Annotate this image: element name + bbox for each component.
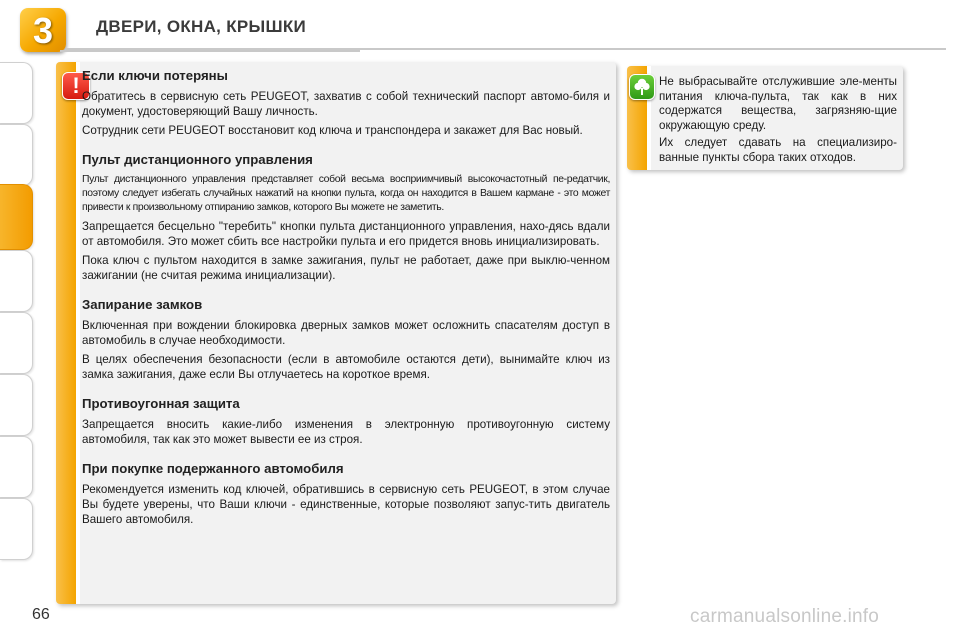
watermark: carmanualsonline.info [690, 606, 880, 627]
paragraph: Пока ключ с пультом находится в замке зажигания, пульт не работает, даже при выклю-ченном зажигании (не считая режима инициализации). [82, 254, 610, 282]
side-tab-2[interactable] [0, 124, 33, 186]
page-number: 66 [32, 606, 50, 623]
section-heading-used-car: При покупке подержанного автомобиля [82, 461, 344, 476]
section-heading-locking: Запирание замков [82, 297, 203, 312]
paragraph: Их следует сдавать на специализиро-ванные пункты сбора таких отходов. [659, 136, 897, 164]
eco-info-panel [627, 66, 903, 170]
page-title: ДВЕРИ, ОКНА, КРЫШКИ [96, 17, 307, 36]
paragraph: Запрещается бесцельно "теребить" кнопки пульта дистанционного управления, нахо-дясь вдали от автомобиля. Это может сбить все настройки пульта и его придется вновь инициализировать. [82, 220, 610, 248]
paragraph: Не выбрасывайте отслужившие эле-менты питания ключа-пульта, так как в них содержатся вещества, загрязняю-щие окружающую среду. [659, 75, 897, 132]
main-content [82, 68, 610, 531]
paragraph: Рекомендуется изменить код ключей, обратившись в сервисную сеть PEUGEOT, в этом случае Вы будете уверены, что Ваши ключи - единственные, которые позволяют запус-тить двигатель Вашего автомобиля. [82, 483, 610, 526]
side-tab-7[interactable] [0, 436, 33, 498]
panel-divider [76, 62, 80, 604]
panel-accent-strip [56, 62, 76, 604]
section-heading-remote-control: Пульт дистанционного управления [82, 152, 313, 167]
header-divider [66, 48, 946, 50]
chapter-number: 3 [32, 10, 54, 51]
warning-icon: ! [62, 72, 90, 100]
paragraph: Сотрудник сети PEUGEOT восстановит код ключа и транспондера и закажет для Вас новый. [82, 124, 583, 137]
eco-text [659, 75, 897, 168]
section-heading-anti-theft: Противоугонная защита [82, 396, 240, 411]
paragraph: Запрещается вносить какие-либо изменения в электронную противоугонную систему автомобиля, так как это может вывести ее из строя. [82, 418, 610, 446]
side-tab-5[interactable] [0, 312, 33, 374]
paragraph: Обратитесь в сервисную сеть PEUGEOT, захватив с собой технический паспорт автомо-биля и документ, удостоверяющий Вашу личность. [82, 90, 610, 118]
side-tab-4[interactable] [0, 250, 33, 312]
side-tab-3-active[interactable] [0, 184, 33, 250]
leaf-icon [629, 74, 655, 100]
side-tab-6[interactable] [0, 374, 33, 436]
side-tab-1[interactable] [0, 62, 33, 124]
paragraph: Пульт дистанционного управления представляет собой весьма восприимчивый высокочастотный пе-редатчик, поэтому следует избегать случайных нажатий на кнопки пульта, когда он находится в Вашем кармане - это может привести к произвольному отпиранию замков, которого Вы можете не заметить. [82, 174, 610, 213]
paragraph: Включенная при вождении блокировка дверных замков может осложнить спасателям доступ в автомобиль в случае необходимости. [82, 319, 610, 347]
section-heading-lost-keys: Если ключи потеряны [82, 68, 228, 83]
paragraph: В целях обеспечения безопасности (если в автомобиле остаются дети), вынимайте ключ из замка зажигания, даже если Вы отлучаетесь на короткое время. [82, 353, 610, 381]
side-tab-8[interactable] [0, 498, 33, 560]
